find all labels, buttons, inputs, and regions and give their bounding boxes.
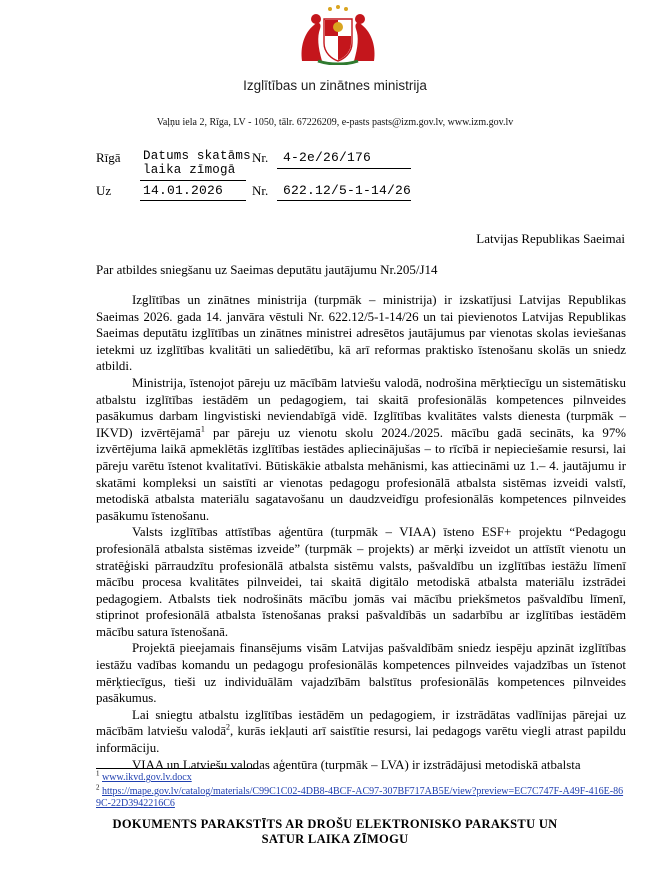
document-number: 4-2e/26/176 — [283, 150, 372, 165]
footnote-1 — [96, 769, 626, 784]
nr-label-1: Nr. — [252, 150, 269, 165]
to-label: Uz — [96, 183, 112, 198]
paragraph-2-part-1: Ministrija, īstenojot pāreju uz mācībām latviešu valodā, nodrošina mērķtiecīgu un sistemātisku atbalstu izglītības iestādēm un pedagogiem, tai skaitā profesionālās kompetences pilnveides pasākumus darbam lingvistiski neviendabīgā vidē. Izglītības kvalitātes valsts dienesta (turpmāk – IKVD) izvērtējamā — [96, 375, 626, 440]
paragraph-6: VIAA un Latviešu valodas aģentūra (turpmāk – LVA) ir izstrādājusi metodiskā atbalsta — [132, 757, 581, 772]
incoming-date-underline — [140, 200, 246, 201]
coat-of-arms-logo — [296, 3, 380, 65]
nr-label-2: Nr. — [252, 183, 269, 198]
place-label: Rīgā — [96, 150, 121, 165]
incoming-date: 14.01.2026 — [143, 183, 224, 198]
paragraph-3: Valsts izglītības attīstības aģentūra (turpmāk – VIAA) īsteno ESF+ projektu “Pedagogu profesionālā atbalsta sistēmas izveide” (turpmāk – projekts) ar mērķi izveidot un attīstīt vienotu un stratēģiski pārraudzītu profesionālā atbalsta sistēmu valsts, pašvaldību un izglītības iestāžu līmenī mācību procesa kvalitātes pilnveidei, tai skaitā digitālo metodiskā atbalsta materiālu izstrādei pedagogiem. Atbalsts tiek nodrošināts mācību jomās vai mācību priekšmetos pašvaldību līmenī, stiprinot profesionālā atbalsta īstenošanas praksi pašvaldībās un sadarbību ar izglītības iestādēm mācību satura īstenošanā. — [96, 525, 626, 639]
footnote-2-number: 2 — [96, 783, 100, 792]
incoming-number-underline — [277, 200, 411, 201]
paragraph-1: Izglītības un zinātnes ministrija (turpmāk – ministrija) ir izskatījusi Latvijas Republikas Saeimas 2026. gada 14. janvāra vēstuli Nr. 622.12/5-1-14/26 un tai pievienotos Latvijas Republikas Saeimas deputātu izglītības un zinātnes ministrei adresētos jautājumus par vienotas skolas ieviešanas ietekmi uz izglītības kvalitāti un saliedētību, kā arī reformas praktisko īstenošanu skolās un sniedz atbildi. — [96, 293, 626, 374]
date-placeholder — [143, 149, 253, 177]
footnote-ref-1: 1 — [200, 424, 205, 434]
paragraph-5-part-1: Lai sniegtu atbalstu izglītības iestādēm un pedagogiem, ir izstrādātas vadlīnijas pārejai uz mācībām latviešu valodā — [96, 707, 626, 739]
date-underline — [140, 180, 246, 181]
e-signature-line-1: DOKUMENTS PARAKSTĪTS AR DROŠU ELEKTRONISKO PARAKSTU UN — [112, 817, 558, 831]
paragraph-4: Projektā pieejamais finansējums visām Latvijas pašvaldībām sniedz iespēju apzināt izglītības iestāžu vadības komandu un pedagogu profesionālās kompetences pilnveides vajadzības un īstenot mērķtiecīgus, tieši uz individuālām vajadzībām balstītus profesionālās kompetences pilnveides pasākumus. — [96, 641, 626, 706]
ministry-address: Vaļņu iela 2, Rīga, LV - 1050, tālr. 67226209, e-pasts pasts@izm.gov.lv, www.izm.gov.lv — [156, 117, 514, 128]
footnote-1-number: 1 — [96, 769, 100, 778]
doc-number-underline — [277, 168, 411, 169]
date-placeholder-line-2: laika zīmogā — [143, 163, 236, 177]
footnote-2-link[interactable]: https://mape.gov.lv/catalog/materials/C99C1C02-4DB8-4BCF-AC97-307BF717AB5E/view?preview=EC7C747F-A49F-416E-869C-22D3942216C6 — [96, 786, 624, 809]
date-placeholder-line-1: Datums skatāms — [143, 149, 251, 163]
subject-line: Par atbildes sniegšanu uz Saeimas deputātu jautājumu Nr.205/J14 — [96, 262, 438, 277]
paragraph-5 — [96, 707, 626, 757]
paragraph-2 — [96, 375, 626, 524]
paragraph-2-part-2: par pāreju uz vienotu skolu 2024./2025. mācību gadā secināts, ka 97% izvērtējuma laikā apmeklētās izglītības iestādes apliecinājušas – to rīcībā ir nepieciešamie resursi, lai pāreju varētu īstenot kvalitatīvi. Būtiskākie atbalsta mehānismi, kas attiecināmi uz 1.– 4. jautājumu ir skatāmi kompleksi un saistīti ar vienotas pedagogu profesionālā atbalsta sistēmas izveidi valstī, metodiskā atbalsta materiālu sagatavošanu un daudzveidīgu profesionālās kompetences pilnveides pasākumu īstenošanu. — [96, 425, 626, 523]
letter-body — [96, 292, 626, 773]
footnote-divider — [96, 768, 259, 769]
paragraph-5-part-2: , kurās iekļauti arī saistītie resursi, lai pedagogs varētu viegli atrast papildu informāciju. — [96, 724, 626, 756]
ministry-name: Izglītības un zinātnes ministrija — [243, 78, 427, 93]
incoming-number: 622.12/5-1-14/26 — [283, 183, 412, 198]
e-signature-notice — [0, 817, 670, 847]
e-signature-line-2: SATUR LAIKA ZĪMOGU — [261, 832, 409, 846]
footnote-ref-2: 2 — [226, 723, 231, 733]
recipient: Latvijas Republikas Saeimai — [476, 231, 625, 246]
footnote-1-link[interactable]: www.ikvd.gov.lv.docx — [102, 772, 192, 783]
footnote-2 — [96, 783, 626, 810]
